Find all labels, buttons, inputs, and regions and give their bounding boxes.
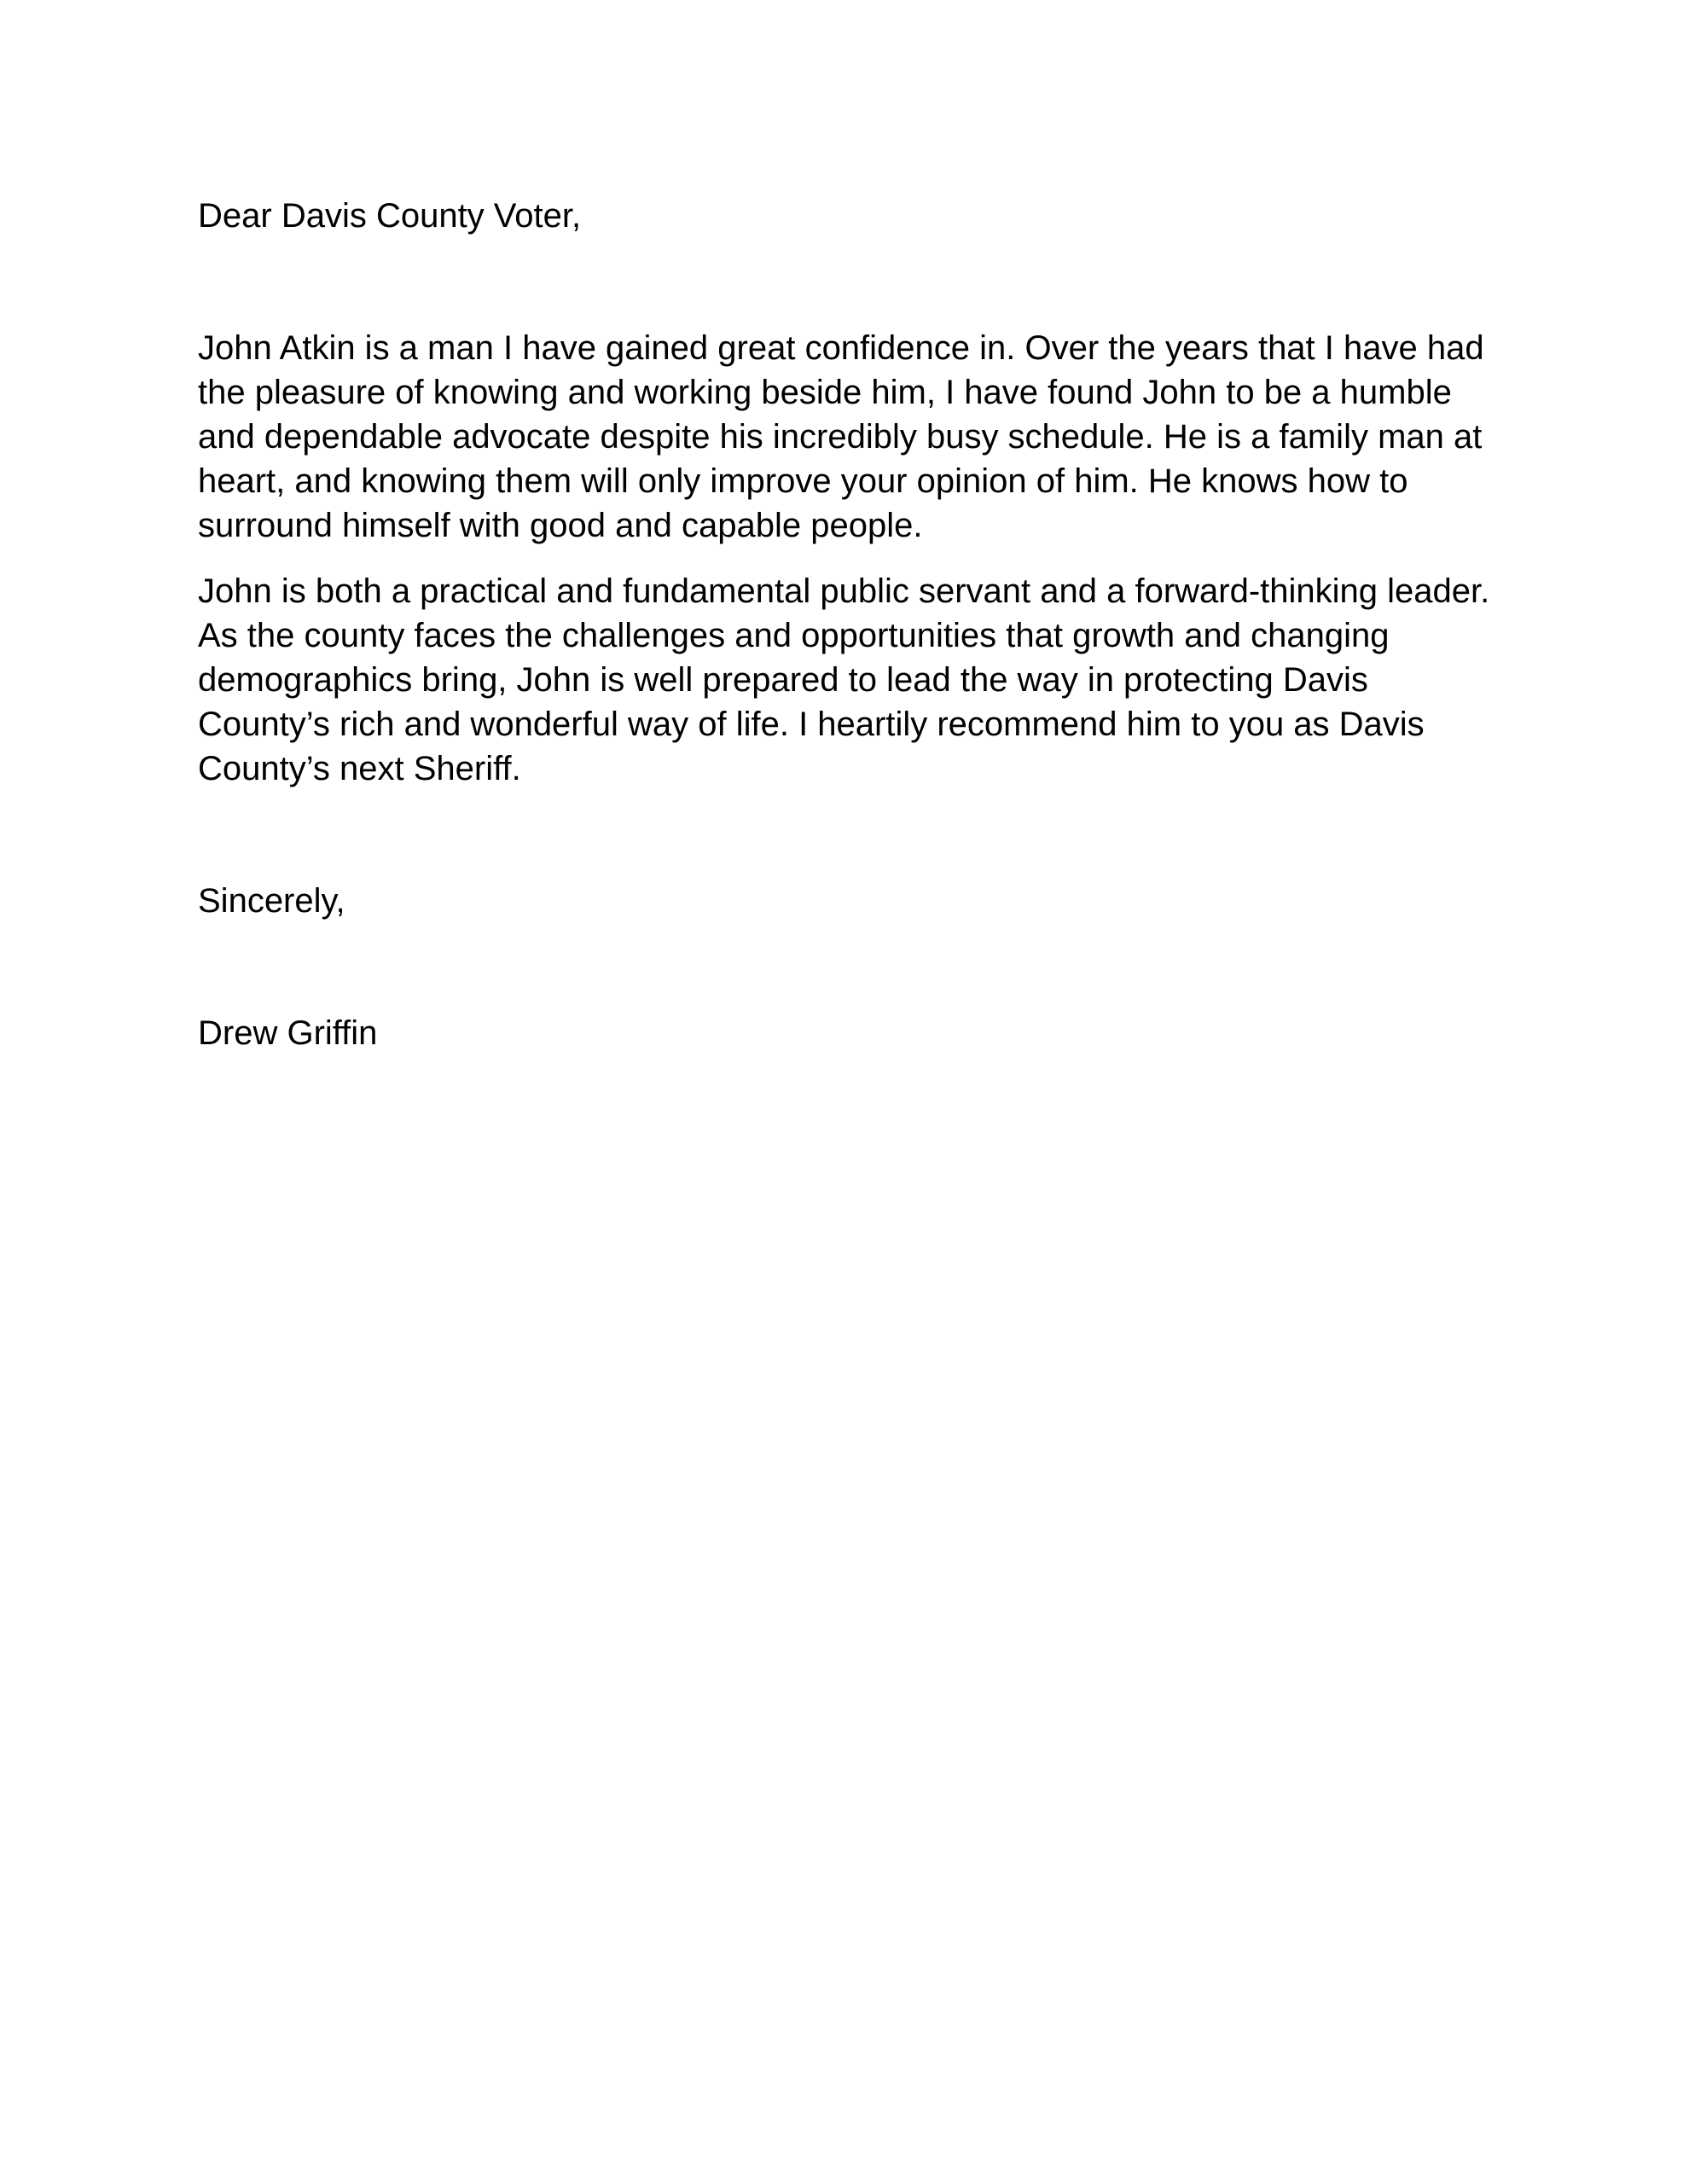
body-paragraph-1: John Atkin is a man I have gained great confidence in. Over the years that I have had the pleasure of knowing and working beside him, I have found John to be a humble and dependable advocate despite his incredibly busy schedule. He is a family man at heart, and knowing them will only improve your opinion of him. He knows how to surround himself with good and capable people. (198, 329, 1484, 544)
signature-name: Drew Griffin (198, 1014, 378, 1052)
body-paragraph-2: John is both a practical and fundamental public servant and a forward-thinking leader. As the county faces the challenges and opportunities that growth and changing demographics bring, John is well prepared to lead the way in protecting Davis County’s rich and wonderful way of life. I heartily recommend him to you as Davis County’s next Sheriff. (198, 572, 1490, 787)
salutation: Dear Davis County Voter, (198, 197, 582, 235)
closing: Sincerely, (198, 882, 345, 920)
letter-body (198, 194, 1495, 1055)
